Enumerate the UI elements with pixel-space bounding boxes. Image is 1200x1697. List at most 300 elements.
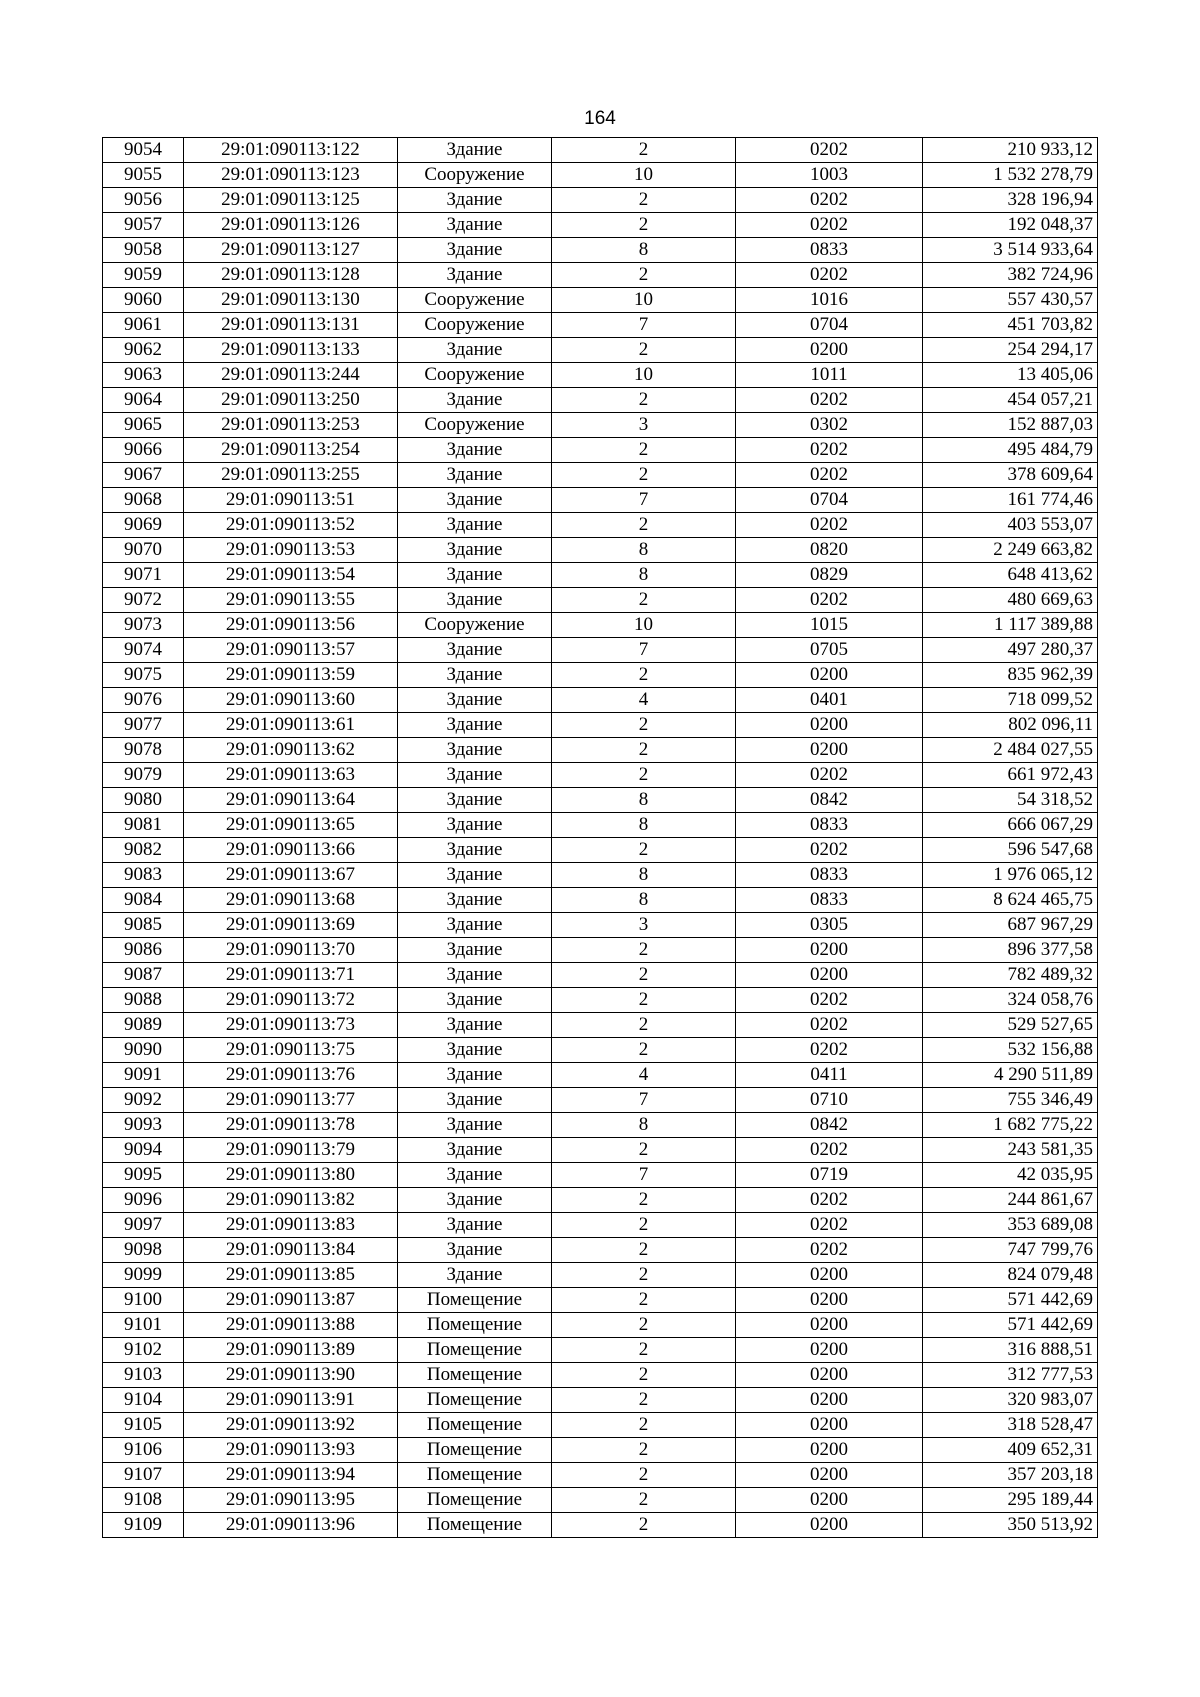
value-cell: 532 156,88 [923, 1038, 1098, 1063]
table-row [103, 438, 1098, 463]
table-row [103, 938, 1098, 963]
table-row [103, 788, 1098, 813]
cadastral-number-cell: 29:01:090113:57 [184, 638, 398, 663]
cadastral-number-cell: 29:01:090113:122 [184, 138, 398, 163]
table-row [103, 1263, 1098, 1288]
value-cell: 824 079,48 [923, 1263, 1098, 1288]
group-cell: 2 [552, 1288, 736, 1313]
value-cell: 718 099,52 [923, 688, 1098, 713]
group-cell: 10 [552, 363, 736, 388]
code-cell: 0833 [736, 888, 923, 913]
code-cell: 0202 [736, 138, 923, 163]
cadastral-number-cell: 29:01:090113:82 [184, 1188, 398, 1213]
code-cell: 0704 [736, 313, 923, 338]
object-type-cell: Здание [398, 863, 552, 888]
value-cell: 1 532 278,79 [923, 163, 1098, 188]
code-cell: 0200 [736, 663, 923, 688]
registry-table-body [103, 138, 1098, 1538]
table-row [103, 713, 1098, 738]
group-cell: 2 [552, 1513, 736, 1538]
object-type-cell: Здание [398, 788, 552, 813]
table-row [103, 313, 1098, 338]
code-cell: 0200 [736, 1488, 923, 1513]
table-row [103, 1188, 1098, 1213]
object-type-cell: Здание [398, 1188, 552, 1213]
row-number-cell: 9085 [103, 913, 184, 938]
object-type-cell: Здание [398, 513, 552, 538]
row-number-cell: 9081 [103, 813, 184, 838]
object-type-cell: Здание [398, 563, 552, 588]
group-cell: 2 [552, 1138, 736, 1163]
table-row [103, 138, 1098, 163]
code-cell: 1011 [736, 363, 923, 388]
table-row [103, 763, 1098, 788]
code-cell: 0200 [736, 963, 923, 988]
group-cell: 7 [552, 638, 736, 663]
row-number-cell: 9079 [103, 763, 184, 788]
object-type-cell: Здание [398, 538, 552, 563]
object-type-cell: Здание [398, 938, 552, 963]
group-cell: 7 [552, 313, 736, 338]
object-type-cell: Здание [398, 1263, 552, 1288]
row-number-cell: 9057 [103, 213, 184, 238]
cadastral-number-cell: 29:01:090113:67 [184, 863, 398, 888]
cadastral-number-cell: 29:01:090113:63 [184, 763, 398, 788]
table-row [103, 538, 1098, 563]
group-cell: 2 [552, 938, 736, 963]
table-row [103, 613, 1098, 638]
group-cell: 2 [552, 188, 736, 213]
group-cell: 8 [552, 563, 736, 588]
code-cell: 0200 [736, 1363, 923, 1388]
value-cell: 152 887,03 [923, 413, 1098, 438]
table-row [103, 963, 1098, 988]
value-cell: 596 547,68 [923, 838, 1098, 863]
group-cell: 2 [552, 513, 736, 538]
row-number-cell: 9074 [103, 638, 184, 663]
code-cell: 0305 [736, 913, 923, 938]
row-number-cell: 9087 [103, 963, 184, 988]
table-row [103, 1138, 1098, 1163]
value-cell: 747 799,76 [923, 1238, 1098, 1263]
code-cell: 0200 [736, 738, 923, 763]
code-cell: 0704 [736, 488, 923, 513]
group-cell: 2 [552, 988, 736, 1013]
code-cell: 0200 [736, 1513, 923, 1538]
cadastral-number-cell: 29:01:090113:123 [184, 163, 398, 188]
group-cell: 8 [552, 888, 736, 913]
table-row [103, 1288, 1098, 1313]
code-cell: 0202 [736, 213, 923, 238]
group-cell: 2 [552, 1413, 736, 1438]
code-cell: 0842 [736, 788, 923, 813]
table-row [103, 1388, 1098, 1413]
row-number-cell: 9069 [103, 513, 184, 538]
table-row [103, 1163, 1098, 1188]
value-cell: 451 703,82 [923, 313, 1098, 338]
group-cell: 7 [552, 1088, 736, 1113]
cadastral-number-cell: 29:01:090113:96 [184, 1513, 398, 1538]
group-cell: 2 [552, 763, 736, 788]
cadastral-number-cell: 29:01:090113:89 [184, 1338, 398, 1363]
group-cell: 10 [552, 163, 736, 188]
cadastral-number-cell: 29:01:090113:61 [184, 713, 398, 738]
code-cell: 0705 [736, 638, 923, 663]
cadastral-number-cell: 29:01:090113:90 [184, 1363, 398, 1388]
value-cell: 529 527,65 [923, 1013, 1098, 1038]
cadastral-number-cell: 29:01:090113:253 [184, 413, 398, 438]
code-cell: 0202 [736, 388, 923, 413]
row-number-cell: 9072 [103, 588, 184, 613]
code-cell: 0833 [736, 238, 923, 263]
group-cell: 8 [552, 813, 736, 838]
cadastral-number-cell: 29:01:090113:79 [184, 1138, 398, 1163]
group-cell: 2 [552, 1013, 736, 1038]
code-cell: 0833 [736, 863, 923, 888]
table-row [103, 1313, 1098, 1338]
object-type-cell: Здание [398, 338, 552, 363]
table-row [103, 488, 1098, 513]
value-cell: 571 442,69 [923, 1288, 1098, 1313]
table-row [103, 1063, 1098, 1088]
value-cell: 409 652,31 [923, 1438, 1098, 1463]
row-number-cell: 9096 [103, 1188, 184, 1213]
code-cell: 0820 [736, 538, 923, 563]
object-type-cell: Сооружение [398, 613, 552, 638]
row-number-cell: 9065 [103, 413, 184, 438]
group-cell: 2 [552, 1463, 736, 1488]
cadastral-number-cell: 29:01:090113:87 [184, 1288, 398, 1313]
group-cell: 8 [552, 1113, 736, 1138]
code-cell: 0200 [736, 713, 923, 738]
table-row [103, 1013, 1098, 1038]
code-cell: 0200 [736, 938, 923, 963]
code-cell: 1016 [736, 288, 923, 313]
object-type-cell: Здание [398, 738, 552, 763]
row-number-cell: 9055 [103, 163, 184, 188]
cadastral-number-cell: 29:01:090113:69 [184, 913, 398, 938]
object-type-cell: Здание [398, 463, 552, 488]
row-number-cell: 9093 [103, 1113, 184, 1138]
row-number-cell: 9077 [103, 713, 184, 738]
group-cell: 2 [552, 838, 736, 863]
row-number-cell: 9084 [103, 888, 184, 913]
row-number-cell: 9060 [103, 288, 184, 313]
table-row [103, 1238, 1098, 1263]
table-row [103, 213, 1098, 238]
value-cell: 782 489,32 [923, 963, 1098, 988]
object-type-cell: Здание [398, 388, 552, 413]
group-cell: 2 [552, 1338, 736, 1363]
group-cell: 2 [552, 388, 736, 413]
object-type-cell: Здание [398, 1163, 552, 1188]
row-number-cell: 9082 [103, 838, 184, 863]
group-cell: 2 [552, 213, 736, 238]
code-cell: 0202 [736, 438, 923, 463]
row-number-cell: 9100 [103, 1288, 184, 1313]
object-type-cell: Здание [398, 1013, 552, 1038]
group-cell: 8 [552, 238, 736, 263]
row-number-cell: 9108 [103, 1488, 184, 1513]
cadastral-number-cell: 29:01:090113:55 [184, 588, 398, 613]
cadastral-number-cell: 29:01:090113:88 [184, 1313, 398, 1338]
code-cell: 0200 [736, 1288, 923, 1313]
object-type-cell: Здание [398, 638, 552, 663]
cadastral-number-cell: 29:01:090113:64 [184, 788, 398, 813]
value-cell: 666 067,29 [923, 813, 1098, 838]
group-cell: 2 [552, 438, 736, 463]
table-row [103, 338, 1098, 363]
table-row [103, 1213, 1098, 1238]
table-row [103, 738, 1098, 763]
value-cell: 316 888,51 [923, 1338, 1098, 1363]
value-cell: 244 861,67 [923, 1188, 1098, 1213]
object-type-cell: Сооружение [398, 313, 552, 338]
table-row [103, 288, 1098, 313]
table-row [103, 238, 1098, 263]
cadastral-number-cell: 29:01:090113:53 [184, 538, 398, 563]
value-cell: 495 484,79 [923, 438, 1098, 463]
object-type-cell: Здание [398, 1213, 552, 1238]
registry-table [102, 137, 1098, 1538]
row-number-cell: 9056 [103, 188, 184, 213]
value-cell: 835 962,39 [923, 663, 1098, 688]
object-type-cell: Помещение [398, 1488, 552, 1513]
group-cell: 2 [552, 138, 736, 163]
cadastral-number-cell: 29:01:090113:127 [184, 238, 398, 263]
object-type-cell: Здание [398, 1088, 552, 1113]
cadastral-number-cell: 29:01:090113:91 [184, 1388, 398, 1413]
cadastral-number-cell: 29:01:090113:52 [184, 513, 398, 538]
cadastral-number-cell: 29:01:090113:56 [184, 613, 398, 638]
row-number-cell: 9061 [103, 313, 184, 338]
object-type-cell: Здание [398, 688, 552, 713]
cadastral-number-cell: 29:01:090113:83 [184, 1213, 398, 1238]
code-cell: 0829 [736, 563, 923, 588]
value-cell: 1 682 775,22 [923, 1113, 1098, 1138]
code-cell: 0302 [736, 413, 923, 438]
object-type-cell: Здание [398, 1113, 552, 1138]
value-cell: 896 377,58 [923, 938, 1098, 963]
value-cell: 353 689,08 [923, 1213, 1098, 1238]
row-number-cell: 9099 [103, 1263, 184, 1288]
object-type-cell: Здание [398, 988, 552, 1013]
code-cell: 0842 [736, 1113, 923, 1138]
value-cell: 648 413,62 [923, 563, 1098, 588]
group-cell: 10 [552, 288, 736, 313]
row-number-cell: 9101 [103, 1313, 184, 1338]
object-type-cell: Помещение [398, 1413, 552, 1438]
row-number-cell: 9070 [103, 538, 184, 563]
value-cell: 318 528,47 [923, 1413, 1098, 1438]
table-row [103, 1088, 1098, 1113]
row-number-cell: 9103 [103, 1363, 184, 1388]
cadastral-number-cell: 29:01:090113:51 [184, 488, 398, 513]
cadastral-number-cell: 29:01:090113:128 [184, 263, 398, 288]
group-cell: 7 [552, 1163, 736, 1188]
code-cell: 0202 [736, 1138, 923, 1163]
value-cell: 454 057,21 [923, 388, 1098, 413]
row-number-cell: 9075 [103, 663, 184, 688]
page-number: 164 [584, 108, 616, 129]
group-cell: 2 [552, 1363, 736, 1388]
cadastral-number-cell: 29:01:090113:54 [184, 563, 398, 588]
row-number-cell: 9068 [103, 488, 184, 513]
cadastral-number-cell: 29:01:090113:60 [184, 688, 398, 713]
group-cell: 4 [552, 688, 736, 713]
row-number-cell: 9097 [103, 1213, 184, 1238]
cadastral-number-cell: 29:01:090113:78 [184, 1113, 398, 1138]
row-number-cell: 9088 [103, 988, 184, 1013]
value-cell: 161 774,46 [923, 488, 1098, 513]
object-type-cell: Сооружение [398, 288, 552, 313]
table-row [103, 888, 1098, 913]
row-number-cell: 9095 [103, 1163, 184, 1188]
code-cell: 0202 [736, 1013, 923, 1038]
row-number-cell: 9089 [103, 1013, 184, 1038]
cadastral-number-cell: 29:01:090113:73 [184, 1013, 398, 1038]
code-cell: 0202 [736, 1188, 923, 1213]
table-row [103, 263, 1098, 288]
code-cell: 0710 [736, 1088, 923, 1113]
group-cell: 2 [552, 1388, 736, 1413]
object-type-cell: Здание [398, 213, 552, 238]
code-cell: 1003 [736, 163, 923, 188]
group-cell: 2 [552, 1263, 736, 1288]
code-cell: 0202 [736, 513, 923, 538]
cadastral-number-cell: 29:01:090113:126 [184, 213, 398, 238]
value-cell: 557 430,57 [923, 288, 1098, 313]
cadastral-number-cell: 29:01:090113:244 [184, 363, 398, 388]
row-number-cell: 9104 [103, 1388, 184, 1413]
group-cell: 2 [552, 338, 736, 363]
object-type-cell: Здание [398, 713, 552, 738]
object-type-cell: Помещение [398, 1463, 552, 1488]
table-row [103, 1113, 1098, 1138]
table-row [103, 1488, 1098, 1513]
value-cell: 324 058,76 [923, 988, 1098, 1013]
row-number-cell: 9098 [103, 1238, 184, 1263]
cadastral-number-cell: 29:01:090113:130 [184, 288, 398, 313]
table-row [103, 638, 1098, 663]
object-type-cell: Здание [398, 588, 552, 613]
row-number-cell: 9086 [103, 938, 184, 963]
code-cell: 0719 [736, 1163, 923, 1188]
cadastral-number-cell: 29:01:090113:133 [184, 338, 398, 363]
cadastral-number-cell: 29:01:090113:84 [184, 1238, 398, 1263]
value-cell: 497 280,37 [923, 638, 1098, 663]
cadastral-number-cell: 29:01:090113:75 [184, 1038, 398, 1063]
cadastral-number-cell: 29:01:090113:85 [184, 1263, 398, 1288]
cadastral-number-cell: 29:01:090113:93 [184, 1438, 398, 1463]
row-number-cell: 9054 [103, 138, 184, 163]
object-type-cell: Здание [398, 663, 552, 688]
object-type-cell: Здание [398, 438, 552, 463]
value-cell: 8 624 465,75 [923, 888, 1098, 913]
value-cell: 661 972,43 [923, 763, 1098, 788]
code-cell: 0833 [736, 813, 923, 838]
object-type-cell: Здание [398, 1063, 552, 1088]
row-number-cell: 9067 [103, 463, 184, 488]
code-cell: 0202 [736, 463, 923, 488]
cadastral-number-cell: 29:01:090113:250 [184, 388, 398, 413]
table-row [103, 513, 1098, 538]
row-number-cell: 9066 [103, 438, 184, 463]
value-cell: 42 035,95 [923, 1163, 1098, 1188]
cadastral-number-cell: 29:01:090113:76 [184, 1063, 398, 1088]
group-cell: 2 [552, 263, 736, 288]
value-cell: 480 669,63 [923, 588, 1098, 613]
object-type-cell: Сооружение [398, 363, 552, 388]
object-type-cell: Здание [398, 138, 552, 163]
value-cell: 403 553,07 [923, 513, 1098, 538]
cadastral-number-cell: 29:01:090113:80 [184, 1163, 398, 1188]
row-number-cell: 9090 [103, 1038, 184, 1063]
group-cell: 2 [552, 1488, 736, 1513]
value-cell: 755 346,49 [923, 1088, 1098, 1113]
group-cell: 3 [552, 913, 736, 938]
object-type-cell: Помещение [398, 1363, 552, 1388]
value-cell: 254 294,17 [923, 338, 1098, 363]
object-type-cell: Здание [398, 1238, 552, 1263]
table-row [103, 663, 1098, 688]
cadastral-number-cell: 29:01:090113:95 [184, 1488, 398, 1513]
group-cell: 8 [552, 863, 736, 888]
row-number-cell: 9058 [103, 238, 184, 263]
group-cell: 3 [552, 413, 736, 438]
object-type-cell: Здание [398, 838, 552, 863]
row-number-cell: 9094 [103, 1138, 184, 1163]
table-row [103, 988, 1098, 1013]
row-number-cell: 9092 [103, 1088, 184, 1113]
row-number-cell: 9071 [103, 563, 184, 588]
object-type-cell: Сооружение [398, 413, 552, 438]
value-cell: 243 581,35 [923, 1138, 1098, 1163]
code-cell: 0200 [736, 1438, 923, 1463]
object-type-cell: Помещение [398, 1388, 552, 1413]
row-number-cell: 9059 [103, 263, 184, 288]
value-cell: 295 189,44 [923, 1488, 1098, 1513]
code-cell: 0200 [736, 1263, 923, 1288]
group-cell: 2 [552, 1038, 736, 1063]
cadastral-number-cell: 29:01:090113:68 [184, 888, 398, 913]
row-number-cell: 9073 [103, 613, 184, 638]
cadastral-number-cell: 29:01:090113:72 [184, 988, 398, 1013]
value-cell: 687 967,29 [923, 913, 1098, 938]
group-cell: 8 [552, 538, 736, 563]
code-cell: 0202 [736, 1213, 923, 1238]
object-type-cell: Здание [398, 238, 552, 263]
cadastral-number-cell: 29:01:090113:59 [184, 663, 398, 688]
row-number-cell: 9091 [103, 1063, 184, 1088]
value-cell: 320 983,07 [923, 1388, 1098, 1413]
group-cell: 2 [552, 1238, 736, 1263]
table-row [103, 388, 1098, 413]
object-type-cell: Здание [398, 888, 552, 913]
value-cell: 2 249 663,82 [923, 538, 1098, 563]
code-cell: 0202 [736, 588, 923, 613]
table-row [103, 813, 1098, 838]
code-cell: 0202 [736, 988, 923, 1013]
code-cell: 0202 [736, 188, 923, 213]
row-number-cell: 9102 [103, 1338, 184, 1363]
object-type-cell: Помещение [398, 1338, 552, 1363]
value-cell: 312 777,53 [923, 1363, 1098, 1388]
group-cell: 8 [552, 788, 736, 813]
cadastral-number-cell: 29:01:090113:65 [184, 813, 398, 838]
value-cell: 350 513,92 [923, 1513, 1098, 1538]
group-cell: 10 [552, 613, 736, 638]
